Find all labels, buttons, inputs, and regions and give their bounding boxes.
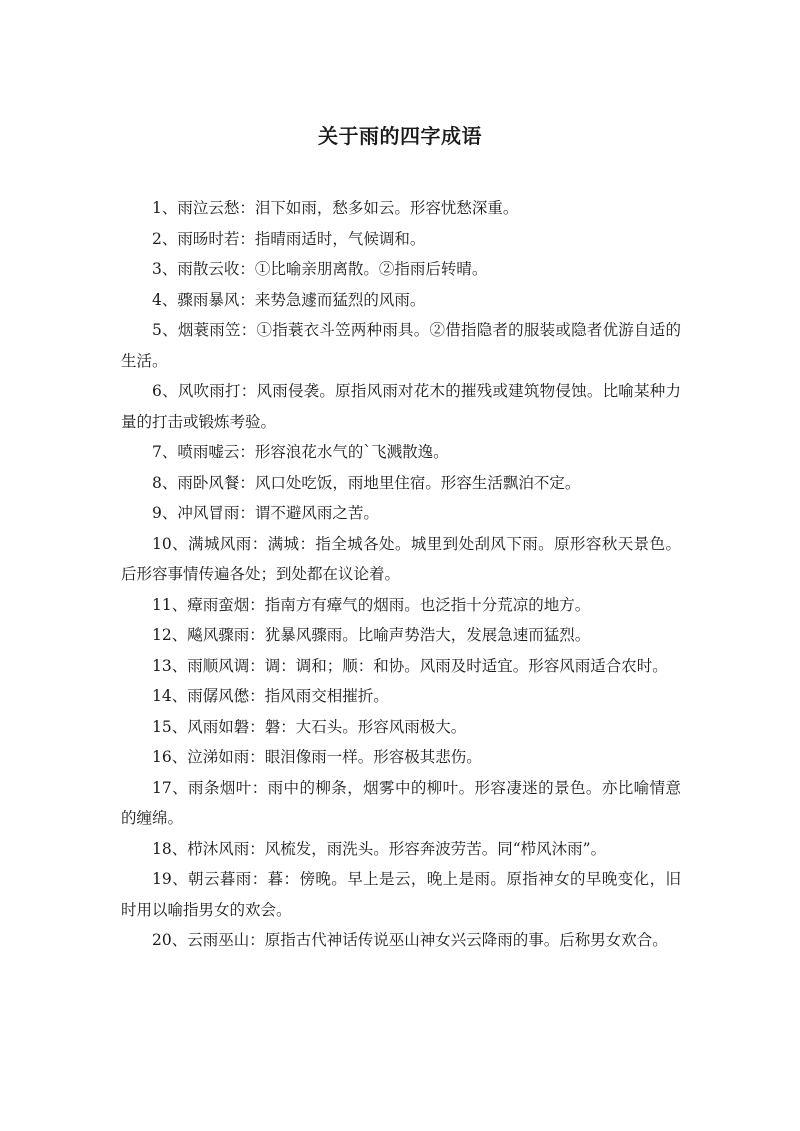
idiom-entry: 13、雨顺风调：调：调和；顺：和协。风雨及时适宜。形容风雨适合农时。 — [152, 656, 668, 675]
idiom-entry: 8、雨卧风餐：风口处吃饭，雨地里住宿。形容生活飘泊不定。 — [152, 473, 581, 492]
idiom-entry: 15、风雨如磐：磐：大石头。形容风雨极大。 — [152, 717, 467, 736]
idiom-entry: 3、雨散云收：①比喻亲朋离散。②指雨后转晴。 — [152, 260, 488, 278]
idiom-entry: 5、烟蓑雨笠：①指蓑衣斗笠两种雨具。②借指隐者的服装或隐者优游自适的生活。 — [121, 321, 681, 370]
idiom-entry: 14、雨僝风僽：指风雨交相摧折。 — [152, 687, 389, 705]
idiom-entry: 7、喷雨嘘云：形容浪花水气的`飞溅散逸。 — [152, 443, 449, 461]
idiom-entry: 18、栉沐风雨：风梳发，雨洗头。形容奔波劳苦。同“栉风沐雨”。 — [152, 839, 607, 858]
idiom-entry: 10、满城风雨：满城：指全城各处。城里到处刮风下雨。原形容秋天景色。后形容事情传遍各处；到处都在议论着。 — [121, 534, 681, 583]
idiom-entry: 19、朝云暮雨：暮：傍晚。早上是云，晚上是雨。原指神女的早晚变化，旧时用以喻指男女的欢会。 — [121, 870, 681, 919]
idiom-entry: 11、瘴雨蛮烟：指南方有瘴气的烟雨。也泛指十分荒凉的地方。 — [152, 595, 591, 614]
idiom-entry: 12、飚风骤雨：犹暴风骤雨。比喻声势浩大，发展急速而猛烈。 — [152, 626, 591, 644]
idiom-entry: 4、骤雨暴风：来势急遽而猛烈的风雨。 — [152, 290, 426, 309]
idiom-entry: 20、云雨巫山：原指古代神话传说巫山神女兴云降雨的事。后称男女欢合。 — [152, 931, 668, 949]
idiom-list — [121, 193, 681, 956]
document-title: 关于雨的四字成语 — [318, 124, 482, 148]
idiom-entry: 1、雨泣云愁：泪下如雨，愁多如云。形容忧愁深重。 — [152, 199, 519, 217]
idiom-entry: 16、泣涕如雨：眼泪像雨一样。形容极其悲伤。 — [152, 748, 482, 766]
idiom-entry: 6、风吹雨打：风雨侵袭。原指风雨对花木的摧残或建筑物侵蚀。比喻某种力量的打击或锻炼考验。 — [121, 382, 681, 431]
idiom-entry: 9、冲风冒雨：谓不避风雨之苦。 — [152, 504, 379, 522]
idiom-entry: 2、雨旸时若：指晴雨适时，气候调和。 — [152, 229, 426, 248]
idiom-entry: 17、雨条烟叶：雨中的柳条，烟雾中的柳叶。形容凄迷的景色。亦比喻情意的缠绵。 — [121, 778, 681, 827]
